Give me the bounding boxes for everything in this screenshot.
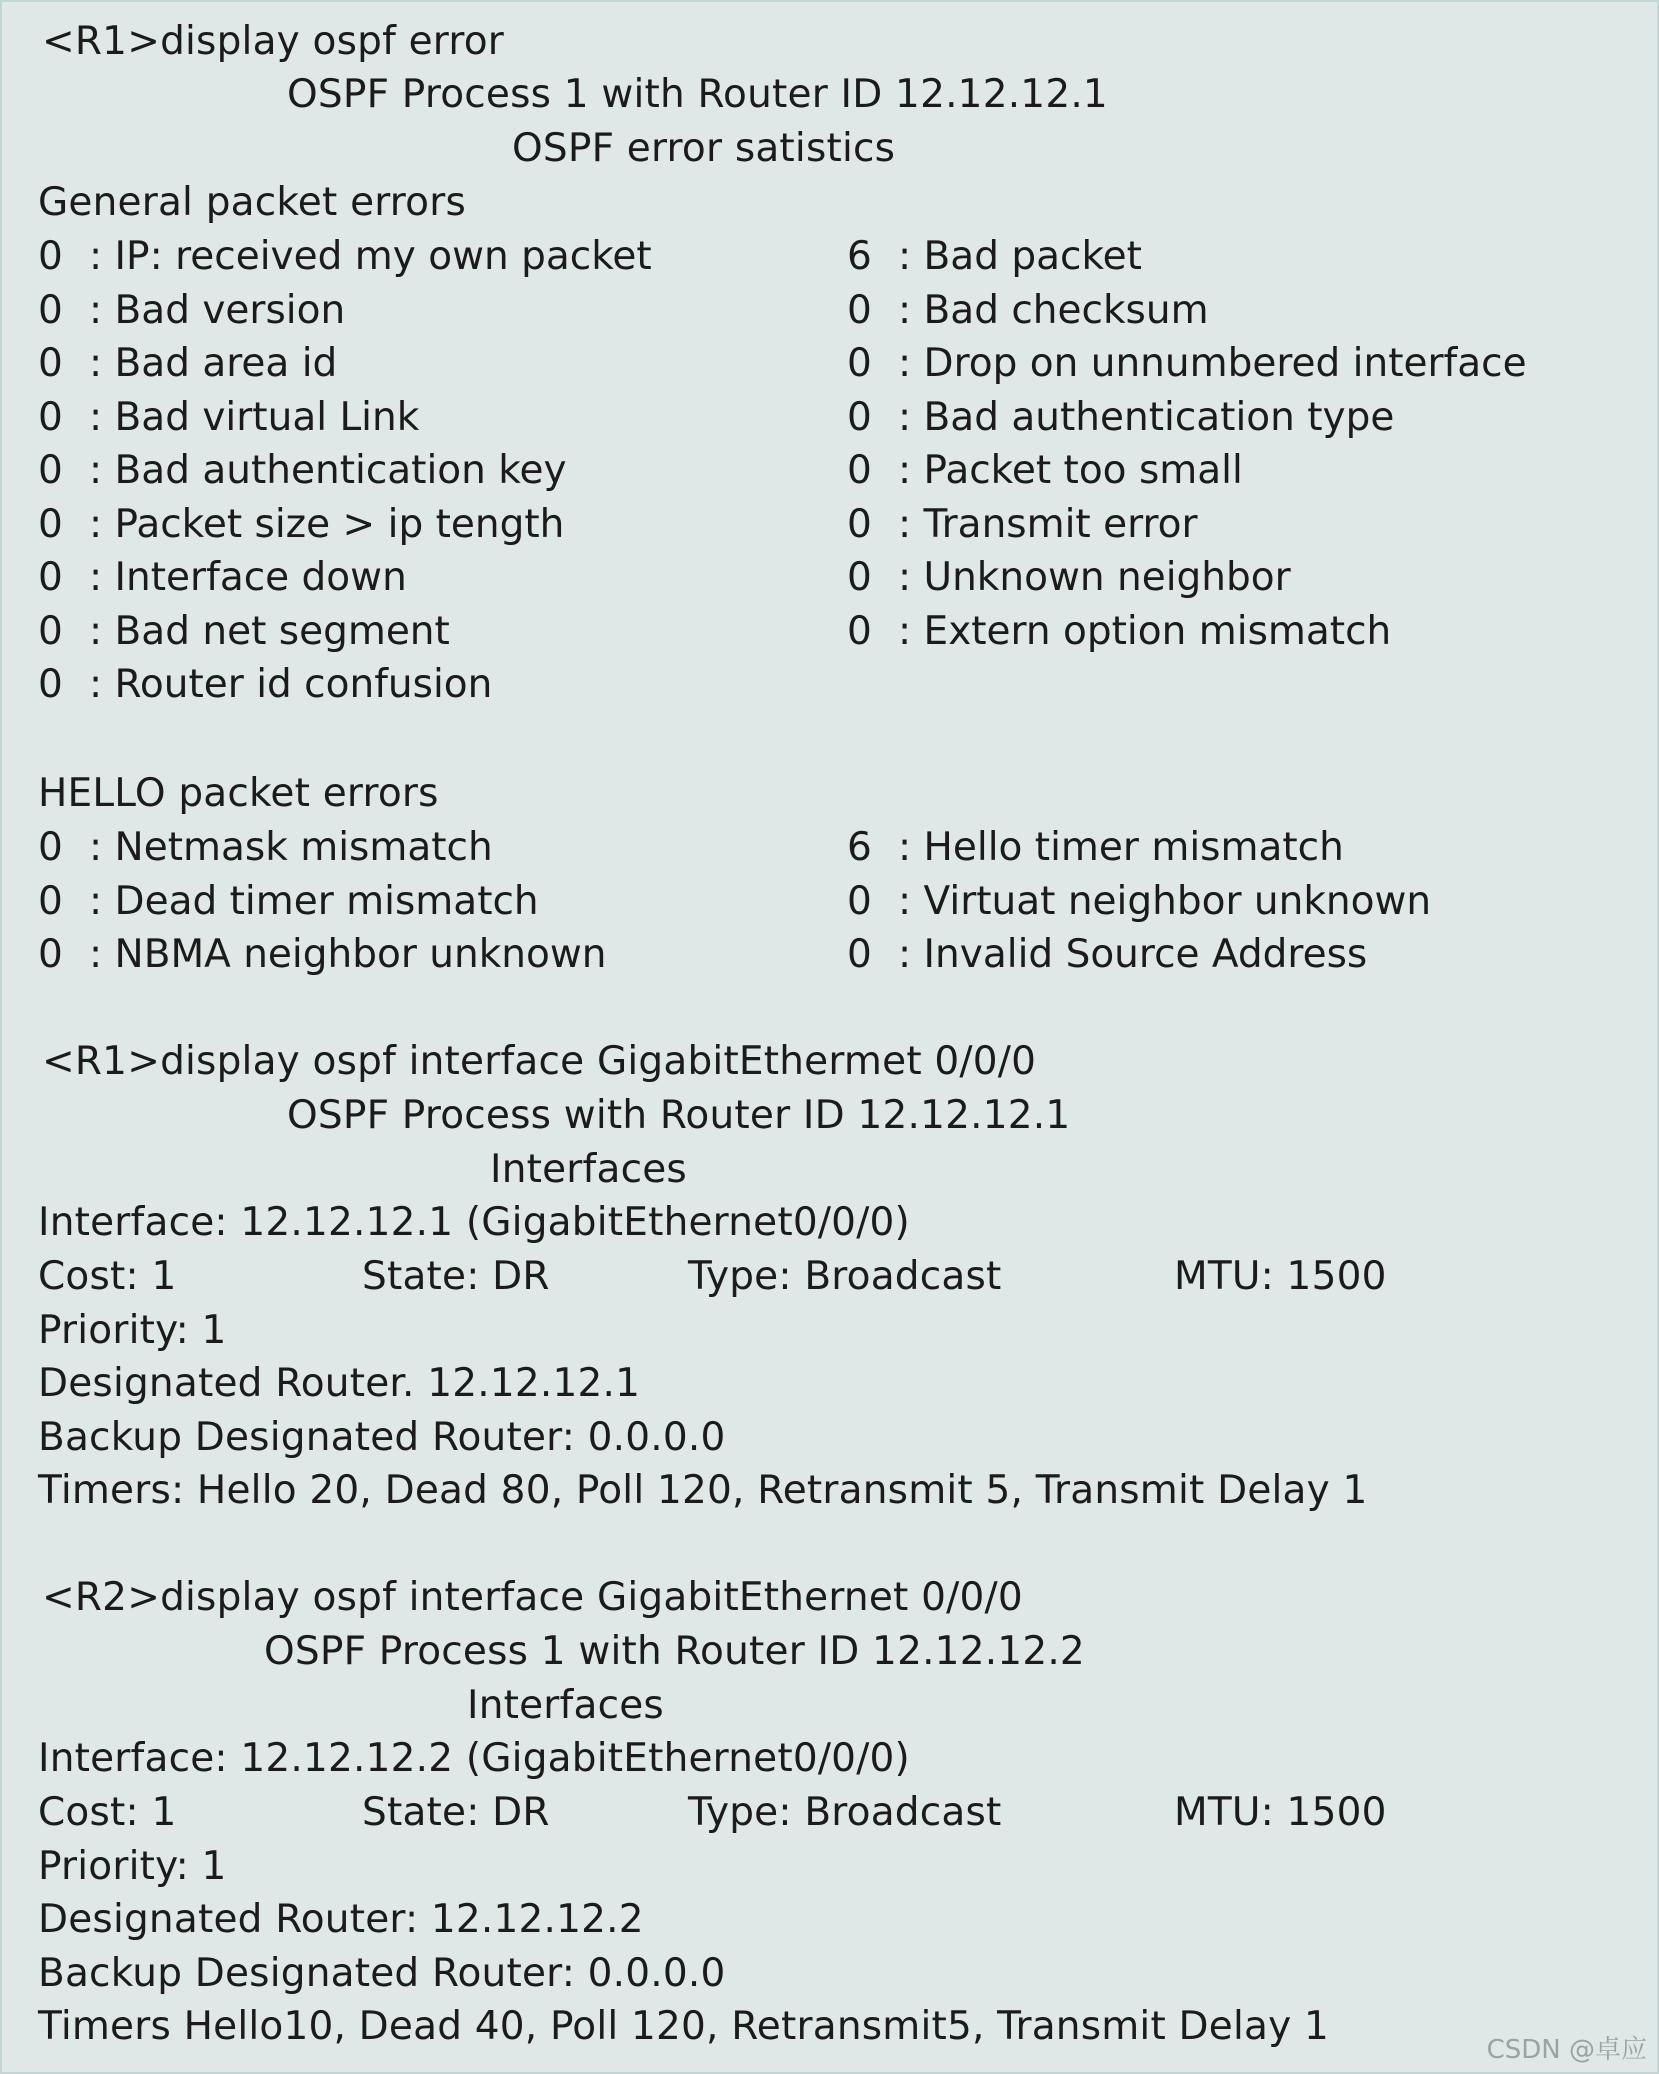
interface-line: Interface: 12.12.12.2 (GigabitEthernet0/0/0) [38, 1736, 910, 1781]
general-errors-title: General packet errors [38, 180, 467, 225]
hello-errors-title: HELLO packet errors [38, 771, 439, 816]
error-label: : Hello timer mismatch [898, 821, 1344, 875]
error-count: 0 [847, 555, 872, 600]
process-header: OSPF Process 1 with Router ID 12.12.12.2 [264, 1629, 1085, 1674]
error-counter-row [2, 444, 1657, 498]
error-label: : Bad virtual Link [89, 391, 419, 445]
watermark: CSDN @卓应 [1486, 2035, 1647, 2065]
error-label: : Transmit error [898, 498, 1198, 552]
error-count: 0 [847, 878, 872, 924]
error-label: : IP: received my own packet [89, 230, 652, 284]
error-count: 0 [38, 932, 63, 977]
error-label: : Dead timer mismatch [89, 875, 539, 929]
timers-field: Timers: Hello 20, Dead 80, Poll 120, Retransmit 5, Transmit Delay 1 [38, 1468, 1368, 1513]
error-count: 0 [38, 448, 63, 493]
error-counter-row [2, 230, 1657, 284]
error-label: : Unknown neighbor [898, 551, 1291, 605]
error-counter-row [2, 551, 1657, 605]
error-count: 0 [38, 394, 63, 440]
mtu-field: MTU: 1500 [1174, 1790, 1387, 1835]
process-header: OSPF Process with Router ID 12.12.12.1 [287, 1093, 1071, 1138]
error-counter-row [2, 928, 1657, 982]
error-counter-row [2, 658, 1657, 712]
process-header: OSPF Process 1 with Router ID 12.12.12.1 [287, 72, 1108, 117]
error-label: : Bad checksum [898, 284, 1209, 338]
error-count: 0 [847, 287, 872, 333]
type-field: Type: Broadcast [688, 1254, 1002, 1299]
error-label: : Bad area id [89, 337, 337, 391]
type-field: Type: Broadcast [688, 1790, 1002, 1835]
cost-field: Cost: 1 [38, 1790, 177, 1835]
error-label: : Interface down [89, 551, 407, 605]
error-count: 0 [38, 555, 63, 600]
timers-field: Timers Hello10, Dead 40, Poll 120, Retransmit5, Transmit Delay 1 [38, 2004, 1330, 2049]
section-header: Interfaces [467, 1683, 664, 1728]
error-counter-row [2, 498, 1657, 552]
error-label: : Invalid Source Address [898, 928, 1367, 982]
designated-router-field: Designated Router. 12.12.12.1 [38, 1361, 641, 1406]
error-label: : Virtuat neighbor unknown [898, 875, 1431, 929]
error-count: 0 [38, 287, 63, 333]
interface-line: Interface: 12.12.12.1 (GigabitEthernet0/0/0) [38, 1200, 910, 1245]
error-label: : Packet size > ip tength [89, 498, 564, 552]
error-label: : Router id confusion [89, 658, 492, 712]
error-label: : Packet too small [898, 444, 1243, 498]
error-label: : Bad version [89, 284, 345, 338]
error-count: 6 [847, 234, 872, 279]
command-prompt-line: <R2>display ospf interface GigabitEthernet 0/0/0 [42, 1575, 1023, 1620]
error-count: 0 [38, 825, 63, 870]
section-header: OSPF error satistics [512, 126, 896, 171]
error-counter-row [2, 605, 1657, 659]
error-count: 0 [38, 341, 63, 386]
command-prompt-line: <R1>display ospf interface GigabitEthermet 0/0/0 [42, 1039, 1037, 1084]
error-count: 6 [847, 825, 872, 870]
error-counter-row [2, 337, 1657, 391]
mtu-field: MTU: 1500 [1174, 1254, 1387, 1299]
error-label: : Drop on unnumbered interface [898, 337, 1527, 391]
priority-field: Priority: 1 [38, 1308, 227, 1353]
state-field: State: DR [362, 1254, 550, 1299]
cost-field: Cost: 1 [38, 1254, 177, 1299]
priority-field: Priority: 1 [38, 1844, 227, 1889]
error-count: 0 [847, 341, 872, 386]
error-count: 0 [847, 932, 872, 977]
error-count: 0 [38, 234, 63, 279]
error-count: 0 [847, 501, 872, 547]
error-counter-row [2, 875, 1657, 929]
error-count: 0 [38, 501, 63, 547]
error-label: : NBMA neighbor unknown [89, 928, 606, 982]
designated-router-field: Designated Router: 12.12.12.2 [38, 1897, 644, 1942]
section-header: Interfaces [490, 1147, 687, 1192]
error-count: 0 [38, 662, 63, 707]
error-counter-row [2, 391, 1657, 445]
error-count: 0 [847, 448, 872, 493]
error-label: : Netmask mismatch [89, 821, 493, 875]
error-counter-row [2, 821, 1657, 875]
error-count: 0 [38, 608, 63, 654]
error-counter-row [2, 284, 1657, 338]
backup-designated-router-field: Backup Designated Router: 0.0.0.0 [38, 1415, 726, 1460]
backup-designated-router-field: Backup Designated Router: 0.0.0.0 [38, 1951, 726, 1996]
error-label: : Extern option mismatch [898, 605, 1391, 659]
error-count: 0 [847, 394, 872, 440]
error-count: 0 [847, 608, 872, 654]
error-label: : Bad packet [898, 230, 1142, 284]
error-label: : Bad net segment [89, 605, 450, 659]
state-field: State: DR [362, 1790, 550, 1835]
command-prompt-line: <R1>display ospf error [42, 19, 505, 64]
error-count: 0 [38, 878, 63, 924]
error-label: : Bad authentication type [898, 391, 1394, 445]
error-label: : Bad authentication key [89, 444, 567, 498]
